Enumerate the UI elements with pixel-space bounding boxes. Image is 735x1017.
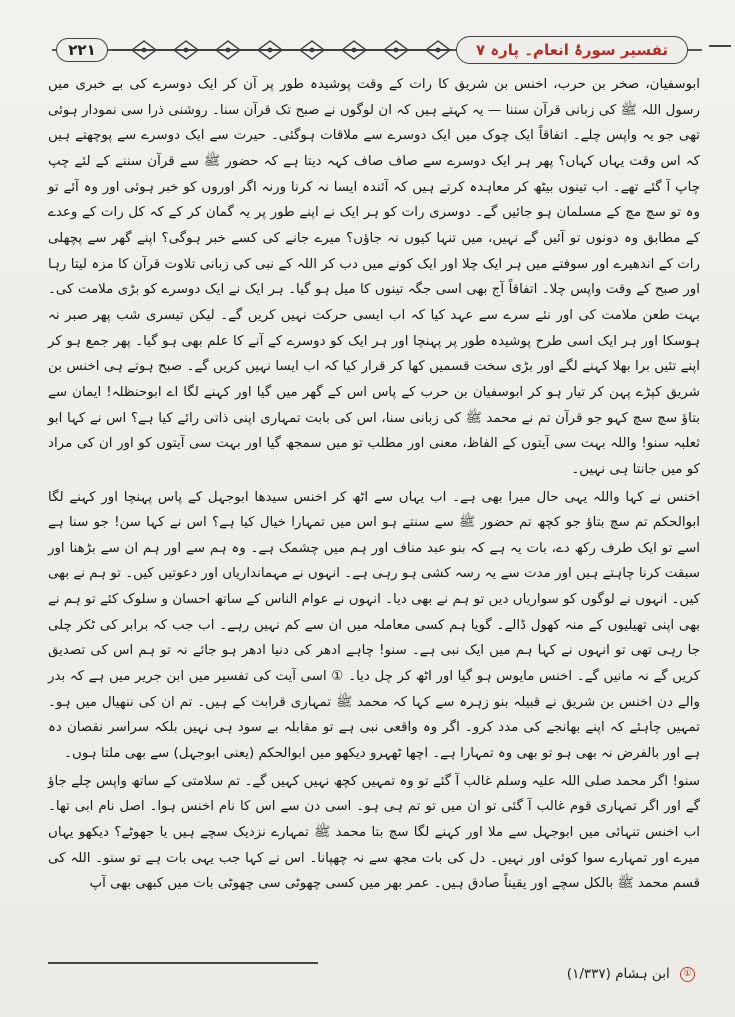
paragraph-2: اخنس نے کہا واللہ یہی حال میرا بھی ہے۔ اب یہاں سے اٹھ کر اخنس سیدھا ابوجہل کے پاس پہنچا اور کہنے لگا ابوالحکم تم سچ بتاؤ جو کچھ تم حضور ﷺ سے سنتے ہو اس میں تمہارا خیال کیا ہے؟ اس نے کہا سن! جو سنا ہے اسے تو ایک طرف رکھ دے، بات یہ ہے کہ بنو عبد مناف اور ہم میں چشمک ہے۔ وہ ہم سے اور ہم ان سے بڑھنا اور سبقت کرنا چاہتے ہیں اور مدت سے یہ رسہ کشی ہو رہی ہے۔ انہوں نے مہمانداریاں اور دعوتیں کیں۔ تو ہم نے بھی کیں۔ انہوں نے لوگوں کو سواریاں دیں تو ہم نے بھی دیا۔ انہوں نے عوام الناس کے ساتھ احسان و سلوک کئے تو ہم نے بھی اپنی تھیلیوں کے منہ کھول ڈالے۔ گویا ہم کسی معاملہ میں ان سے کم نہیں رہے۔ اب جب کہ برابر کی ٹکر چلی جا رہی تھی تو انہوں نے کہا ہم میں ایک نبی ہے۔ سنو! چاہے ادھر کی دنیا ادھر ہو جائے نہ تو ہم اس کی تصدیق کریں گے نہ مانیں گے۔ اخنس مایوس ہو گیا اور اٹھ کر چل دیا۔ ① اسی آیت کی تفسیر میں ابن جریر میں ہے کہ بدر والے دن اخنس بن شریق نے قبیلہ بنو زہرہ سے کہا کہ محمد ﷺ تمہاری قرابت کے ہیں۔ تم ان کی ننھیال میں ہو۔ تمہیں چاہئے کہ اپنے بھانجے کی مدد کرو۔ اگر وہ واقعی نبی ہے تو مقابلہ بے سود ہی نہیں بلکہ سراسر نقصان دہ ہے اور بالفرض نہ بھی ہو تو بھی وہ تمہارا ہے۔ اچھا ٹھہرو دیکھو میں ابوالحکم (یعنی ابوجہل) سے بھی ملتا ہوں۔ [48, 489, 700, 762]
body-text [48, 72, 700, 897]
footnote-marker: ① [680, 967, 695, 982]
page-number: ٢٢١ [56, 38, 108, 62]
chapter-title: تفسیر سورۂ انعام۔ پارہ ۷ [456, 36, 688, 64]
paragraph-3: سنو! اگر محمد صلی اللہ علیہ وسلم غالب آ گئے تو وہ تمہیں کچھ نہیں کہیں گے۔ تم سلامتی کے ساتھ واپس چلے جاؤ گے اور اگر تمہاری قوم غالب آ گئی تو ان میں تو تم ہی ہو۔ اسی دن سے اس کا نام اخنس ہوا۔ اصل نام ابی تھا۔ اب اخنس تنہائی میں ابوجہل سے ملا اور کہنے لگا سچ بتا محمد ﷺ تمہارے نزدیک سچے ہیں یا جھوٹے؟ دیکھو یہاں میرے اور تمہارے سوا کوئی اور نہیں۔ دل کی بات مجھ سے نہ چھپانا۔ اس نے کہا جب یہی بات ہے تو سنو۔ اللہ کی قسم محمد ﷺ بالکل سچے اور یقیناً صادق ہیں۔ عمر بھر میں کسی چھوٹی سی چھوٹی بات میں کبھی بھی آپ [48, 773, 700, 892]
footnote-text: ابن ہشام (۱/۳۳۷) [566, 966, 670, 982]
ornament-band [112, 38, 452, 62]
page-header [52, 36, 702, 64]
margin-mark [709, 45, 731, 47]
footnote [567, 966, 695, 982]
paragraph-1: ابوسفیان، صخر بن حرب، اخنس بن شریق کا رات کے وقت پوشیدہ طور پر آن کر ایک دوسرے کی بے خبری میں رسول اللہ ﷺ کی زبانی قرآن سننا — یہ کہتے ہیں کہ ان لوگوں نے صبح تک قرآن سنا۔ روشنی ذرا سی نمودار ہوئی تھی جو یہ واپس چلے۔ اتفاقاً ایک چوک میں ایک دوسرے سے ملاقات ہوگئی۔ حیرت سے ایک دوسرے سے پوچھتے ہیں کہ اس وقت یہاں کہاں؟ پھر ہر ایک دوسرے سے صاف صاف کہہ دیتا ہے کہ حضور ﷺ سے قرآن سننے کے لئے چپ چاپ آ گئے تھے۔ اب تینوں بیٹھ کر معاہدہ کرتے ہیں کہ آئندہ ایسا نہ کرنا ورنہ اگر اوروں کو خبر ہوئی اور وہ آئے تو وہ تو سچ مچ کے مسلمان ہو جائیں گے۔ دوسری رات کو ہر ایک نے اپنے طور پر یہ گمان کر کے کہ کل رات کے وعدے کے مطابق وہ دونوں تو آئیں گے نہیں، میں تنہا کیوں نہ جاؤں؟ میرے جانے کی کسے خبر ہوگی؟ اپنے گھر سے پچھلی رات کے اندھیرے اور سوفتے میں ہر ایک چلا اور ایک کونے میں دب کر اللہ کے نبی کی زبانی تلاوت قرآن کا مزہ لیتا رہا اور صبح کے وقت واپس چلا۔ اتفاقاً آج بھی اسی جگہ تینوں کا میل ہو گیا۔ ہر ایک نے ایک دوسرے کو بڑی ملامت کی۔ بہت طعن ملامت کی اور نئے سرے سے عہد کیا کہ اب ایسی حرکت نہیں کریں گے۔ لیکن تیسری شب پھر صبر نہ ہوسکا اور ہر ایک اسی طرح پوشیدہ طور پر پہنچا اور ہر ایک کو دوسرے کے آنے کا علم بھی ہو گیا۔ پھر جمع ہو کر اپنے تئیں برا بھلا کہنے لگے اور بڑی سخت قسمیں کھا کر قرار کیا کہ اب ایسا نہیں کریں گے۔ صبح ہوتے ہی اخنس بن شریق کپڑے پہن کر تیار ہو کر ابوسفیان بن حرب کے پاس اس کے گھر میں گیا اور کہنے لگا اے ابوحنظلہ! ایمان سے بتاؤ سچ سچ کہو جو قرآن تم نے محمد ﷺ کی زبانی سنا، اس کی بابت تمہاری اپنی ذاتی رائے کیا ہے؟ اس نے کہا ابو ثعلبہ سنو! واللہ بہت سی آیتوں کے الفاظ، معنی اور مطلب تو میں سمجھ گیا اور بہت سی آیتوں کو اور ان کی مراد کو میں جانتا ہی نہیں۔ [48, 77, 700, 477]
footnote-separator [48, 962, 318, 964]
